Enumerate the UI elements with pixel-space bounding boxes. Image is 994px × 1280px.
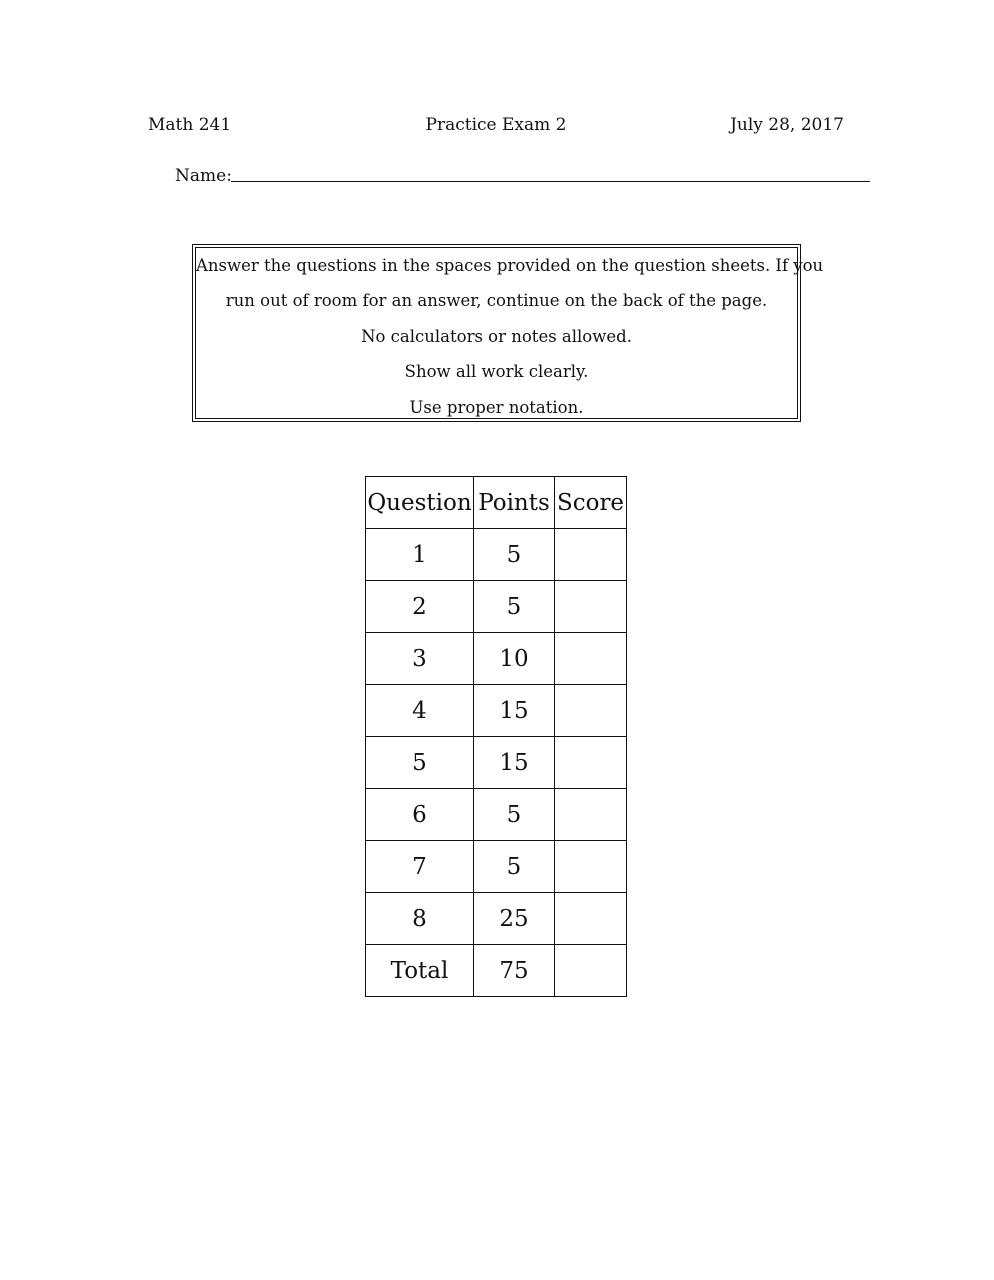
score-cell[interactable]: [555, 581, 627, 633]
total-score-cell[interactable]: [555, 945, 627, 997]
score-cell[interactable]: [555, 737, 627, 789]
table-row: [366, 685, 627, 737]
score-table: [365, 476, 627, 997]
header-question: Question: [366, 477, 474, 529]
question-cell: 3: [366, 633, 474, 685]
score-cell[interactable]: [555, 893, 627, 945]
total-points: 75: [474, 945, 555, 997]
instruction-line: run out of room for an answer, continue on the back of the page.: [225, 291, 768, 311]
table-row: [366, 893, 627, 945]
header-score: Score: [555, 477, 627, 529]
table-row: [366, 841, 627, 893]
table-row: [366, 789, 627, 841]
question-cell: 7: [366, 841, 474, 893]
instruction-line: No calculators or notes allowed.: [361, 326, 632, 346]
total-label: Total: [366, 945, 474, 997]
points-cell: 25: [474, 893, 555, 945]
points-cell: 5: [474, 581, 555, 633]
instruction-line: Answer the questions in the spaces provided on the question sheets. If you: [196, 256, 824, 275]
name-row: [175, 166, 870, 190]
points-cell: 10: [474, 633, 555, 685]
table-row: [366, 737, 627, 789]
name-field[interactable]: [231, 181, 870, 182]
score-cell[interactable]: [555, 685, 627, 737]
points-cell: 5: [474, 789, 555, 841]
course-name: Math 241: [148, 115, 232, 135]
exam-date: July 28, 2017: [730, 115, 844, 135]
points-cell: 15: [474, 737, 555, 789]
total-row: [366, 945, 627, 997]
page-header: [148, 115, 844, 139]
points-cell: 15: [474, 685, 555, 737]
exam-title: Practice Exam 2: [425, 115, 567, 135]
table-header-row: [366, 477, 627, 529]
points-cell: 5: [474, 529, 555, 581]
score-cell[interactable]: [555, 633, 627, 685]
instruction-line: Use proper notation.: [409, 397, 584, 417]
question-cell: 6: [366, 789, 474, 841]
table-row: [366, 529, 627, 581]
table-row: [366, 633, 627, 685]
table-row: [366, 581, 627, 633]
question-cell: 4: [366, 685, 474, 737]
score-cell[interactable]: [555, 529, 627, 581]
score-cell[interactable]: [555, 841, 627, 893]
question-cell: 2: [366, 581, 474, 633]
question-cell: 1: [366, 529, 474, 581]
question-cell: 8: [366, 893, 474, 945]
header-points: Points: [474, 477, 555, 529]
name-label: Name:: [175, 166, 232, 186]
instructions-box: [192, 244, 824, 422]
score-cell[interactable]: [555, 789, 627, 841]
question-cell: 5: [366, 737, 474, 789]
instruction-line: Show all work clearly.: [404, 362, 589, 382]
instructions-inner-frame: [195, 247, 824, 419]
points-cell: 5: [474, 841, 555, 893]
